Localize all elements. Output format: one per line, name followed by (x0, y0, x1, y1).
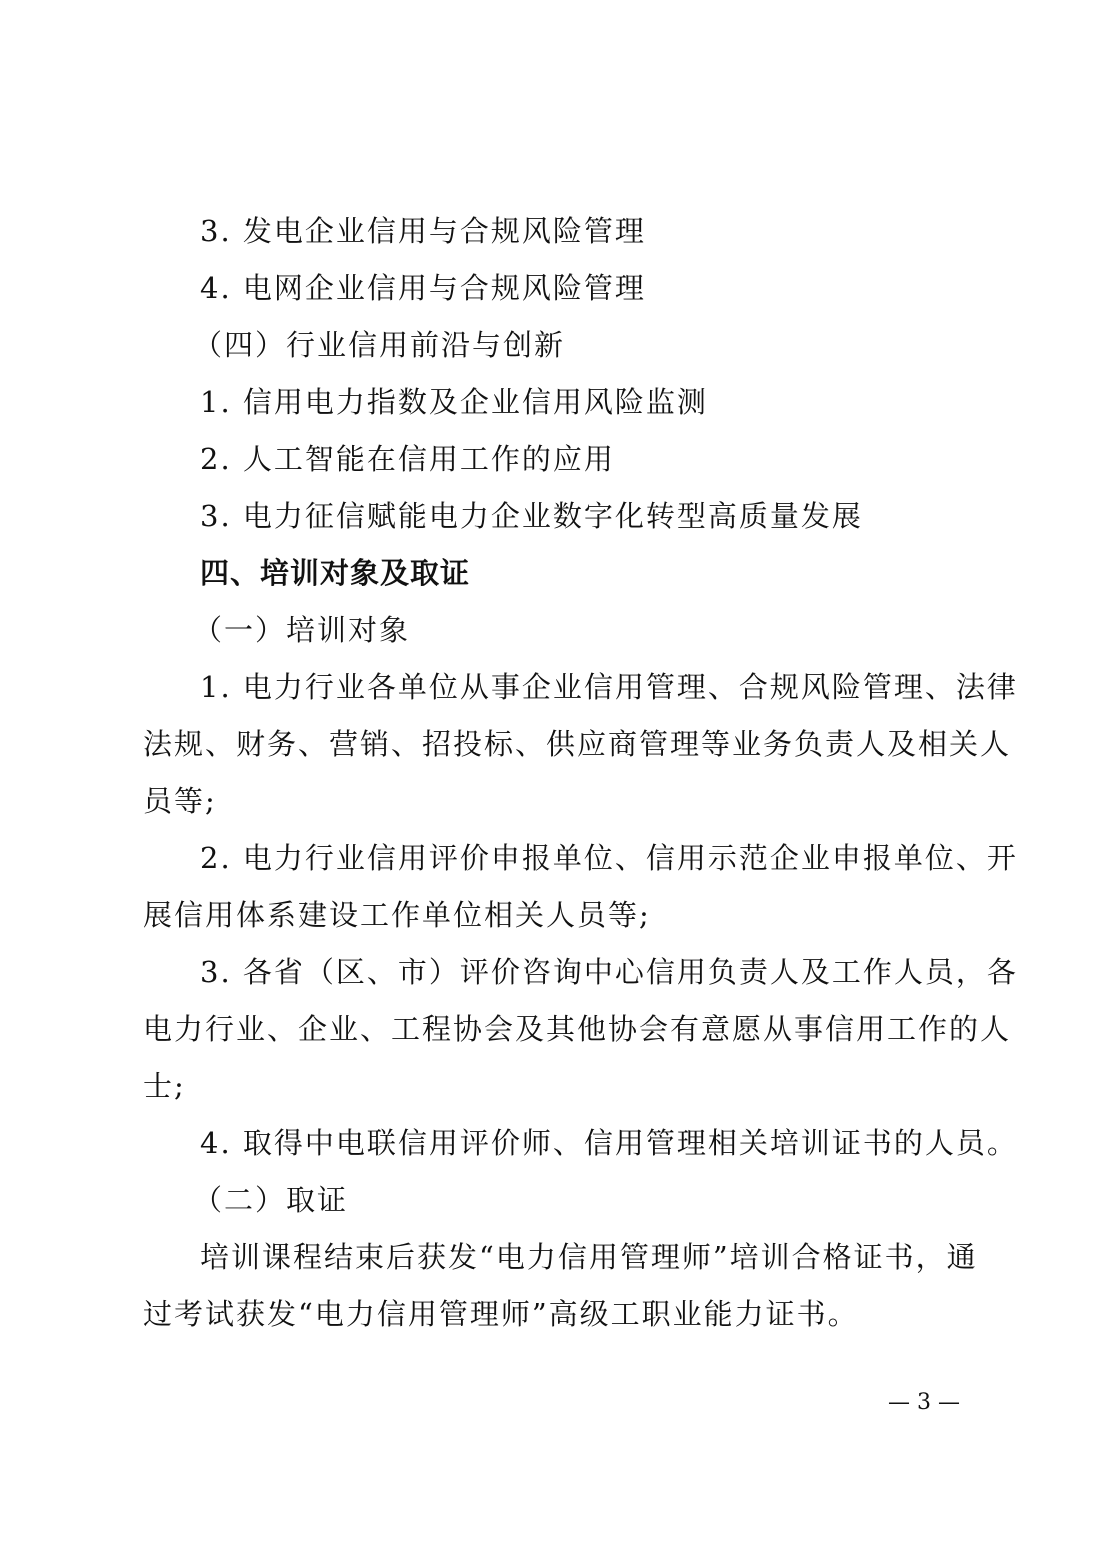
section-heading-4: 四、培训对象及取证 (200, 556, 471, 590)
subsection-heading-2: （二）取证 (193, 1183, 349, 1217)
body-line-9: 2. 电力行业信用评价申报单位、信用示范企业申报单位、开 (200, 841, 1018, 875)
body-line-13: 士; (143, 1069, 186, 1103)
body-line-10: 展信用体系建设工作单位相关人员等; (143, 898, 651, 932)
body-line-7: 法规、财务、营销、招投标、供应商管理等业务负责人及相关人 (143, 727, 1012, 761)
body-line-11: 3. 各省（区、市）评价咨询中心信用负责人及工作人员，各 (200, 955, 1018, 989)
body-line-1: 3. 发电企业信用与合规风险管理 (200, 214, 646, 248)
body-line-5: 3. 电力征信赋能电力企业数字化转型高质量发展 (200, 499, 863, 533)
body-line-15: 培训课程结束后获发“电力信用管理师”培训合格证书，通 (200, 1240, 978, 1274)
body-line-3: 1. 信用电力指数及企业信用风险监测 (200, 385, 708, 419)
subsection-heading-1: （一）培训对象 (193, 613, 411, 647)
body-line-12: 电力行业、企业、工程协会及其他协会有意愿从事信用工作的人 (143, 1012, 1012, 1046)
body-line-14: 4. 取得中电联信用评价师、信用管理相关培训证书的人员。 (200, 1126, 1018, 1160)
page-number: — 3 — (888, 1390, 960, 1415)
subsection-heading-4: （四）行业信用前沿与创新 (193, 328, 566, 362)
body-line-16: 过考试获发“电力信用管理师”高级工职业能力证书。 (143, 1297, 859, 1331)
body-line-6: 1. 电力行业各单位从事企业信用管理、合规风险管理、法律 (200, 670, 1018, 704)
body-line-4: 2. 人工智能在信用工作的应用 (200, 442, 615, 476)
body-line-8: 员等; (143, 784, 217, 818)
body-line-2: 4. 电网企业信用与合规风险管理 (200, 271, 646, 305)
